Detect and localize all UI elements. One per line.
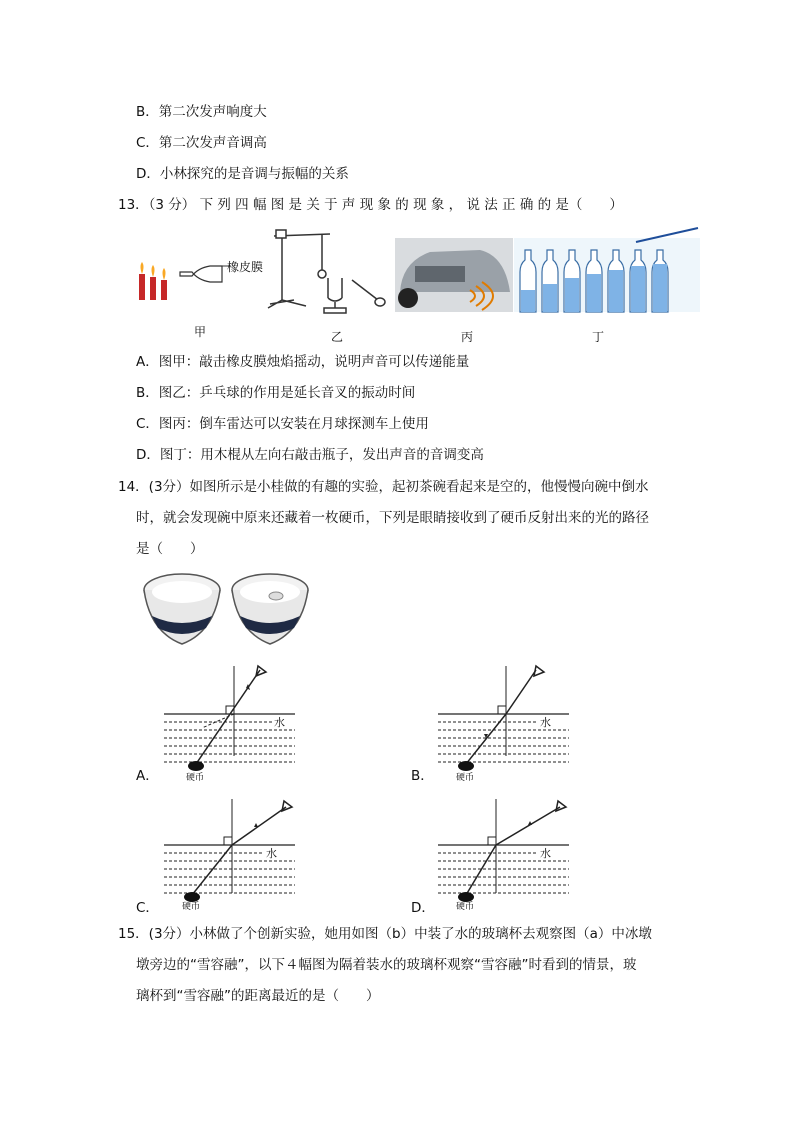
light-path-diagram-b bbox=[436, 656, 571, 781]
q13-option-d: D．图丁：用木棍从左向右敲击瓶子，发出声音的音调变高 bbox=[136, 447, 484, 463]
q12-option-d: D．小林探究的是音调与振幅的关系 bbox=[136, 166, 349, 182]
q14-option-b-letter: B． bbox=[411, 768, 434, 784]
water-label-c: 水 bbox=[266, 847, 277, 860]
coin-label-b: 硬币 bbox=[456, 773, 475, 781]
light-path-diagram-d bbox=[436, 795, 571, 910]
q13-option-b: B．图乙：乒乓球的作用是延长音叉的振动时间 bbox=[136, 385, 416, 401]
q14-option-a-letter: A． bbox=[136, 768, 159, 784]
light-path-diagram-a bbox=[162, 656, 297, 781]
water-bottles-drawing bbox=[514, 228, 700, 312]
q13-option-a: A．图甲：敲击橡皮膜烛焰摇动，说明声音可以传递能量 bbox=[136, 354, 470, 370]
tuning-fork-drawing bbox=[268, 230, 385, 313]
q12-option-b: B．第二次发声响度大 bbox=[136, 104, 267, 120]
water-label-a: 水 bbox=[274, 716, 285, 729]
car-reverse-radar-photo bbox=[395, 238, 513, 312]
q12-option-c: C．第二次发声音调高 bbox=[136, 135, 267, 151]
caption-ding: 丁 bbox=[592, 330, 605, 344]
q14-line-3: 是（ ） bbox=[136, 541, 204, 557]
water-label-d: 水 bbox=[540, 847, 551, 860]
q13-option-c: C．图丙：倒车雷达可以安装在月球探测车上使用 bbox=[136, 416, 429, 432]
bottle-drawing bbox=[180, 266, 230, 282]
q15-line-2: 墩旁边的“雪容融”，以下４幅图为隔着装水的玻璃杯观察“雪容融”时看到的情景，玻 bbox=[136, 957, 637, 973]
q14-line-2: 时，就会发现碗中原来还藏着一枚硬币，下列是眼睛接收到了硬币反射出来的光的路径 bbox=[136, 510, 649, 526]
tea-bowls-photo bbox=[140, 570, 320, 650]
q15-line-1: 15．(3分）小林做了个创新实验，她用如图（b）中装了水的玻璃杯去观察图（a）中冰墩 bbox=[118, 926, 652, 942]
water-label-b: 水 bbox=[540, 716, 551, 729]
q15-line-3: 璃杯到“雪容融”的距离最近的是（ ） bbox=[136, 988, 380, 1004]
q13-figure-strip bbox=[130, 222, 700, 322]
coin-label-d: 硬币 bbox=[456, 902, 475, 910]
empty-bowl-drawing bbox=[144, 574, 220, 644]
q13-stem: 13．（3 分） 下 列 四 幅 图 是 关 于 声 现 象 的 现 象 ， 说 法 正 确 的 是（ ） bbox=[118, 197, 623, 213]
rubber-membrane-label: 橡皮膜 bbox=[227, 260, 264, 274]
caption-jia: 甲 bbox=[194, 325, 207, 339]
light-path-diagram-c bbox=[162, 795, 297, 910]
bowl-with-coin-drawing bbox=[232, 574, 308, 644]
candles-drawing bbox=[139, 262, 167, 300]
coin-label-a: 硬币 bbox=[186, 773, 205, 781]
caption-bing: 丙 bbox=[461, 330, 474, 344]
coin-label-c: 硬币 bbox=[182, 902, 201, 910]
q14-line-1: 14．(3分）如图所示是小桂做的有趣的实验，起初茶碗看起来是空的，他慢慢向碗中倒水 bbox=[118, 479, 649, 495]
q14-option-c-letter: C． bbox=[136, 900, 159, 916]
caption-yi: 乙 bbox=[331, 330, 344, 344]
q14-option-d-letter: D． bbox=[411, 900, 435, 916]
